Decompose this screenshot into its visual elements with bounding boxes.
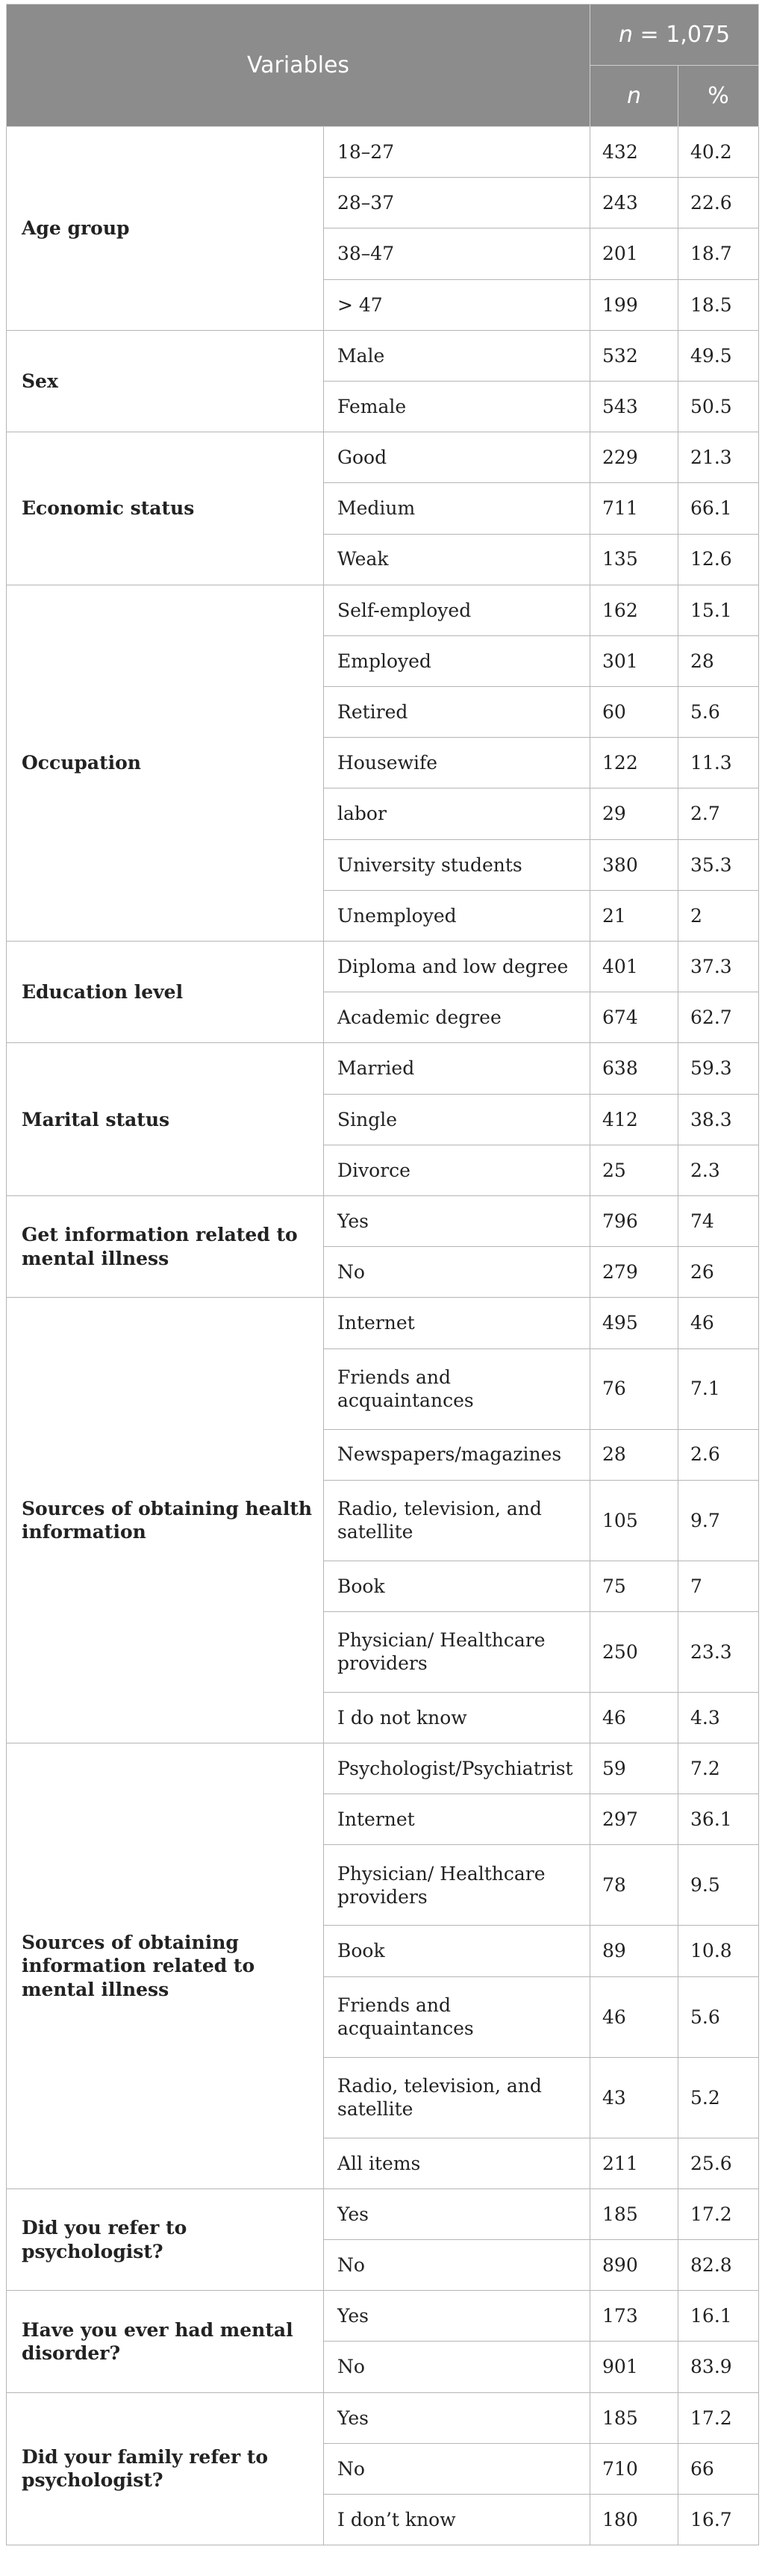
count-cell: 412 bbox=[590, 1094, 678, 1145]
table-row bbox=[7, 127, 759, 178]
percent-cell: 21.3 bbox=[678, 432, 759, 483]
group-label: Did your family refer to psychologist? bbox=[7, 2392, 324, 2545]
option-cell: Married bbox=[324, 1043, 590, 1094]
count-cell: 21 bbox=[590, 890, 678, 941]
header-n: n bbox=[590, 66, 678, 127]
percent-cell: 11.3 bbox=[678, 738, 759, 788]
percent-cell: 12.6 bbox=[678, 534, 759, 585]
percent-cell: 59.3 bbox=[678, 1043, 759, 1094]
group-label: Education level bbox=[7, 942, 324, 1043]
percent-cell: 40.2 bbox=[678, 127, 759, 178]
percent-cell: 7.2 bbox=[678, 1743, 759, 1794]
option-cell: Female bbox=[324, 381, 590, 432]
percent-cell: 83.9 bbox=[678, 2342, 759, 2392]
option-cell: Friends and acquaintances bbox=[324, 1348, 590, 1429]
percent-cell: 15.1 bbox=[678, 585, 759, 635]
count-cell: 297 bbox=[590, 1794, 678, 1845]
count-cell: 29 bbox=[590, 788, 678, 839]
table-row bbox=[7, 942, 759, 992]
option-cell: Book bbox=[324, 1926, 590, 1976]
option-cell: Radio, television, and satellite bbox=[324, 2057, 590, 2138]
percent-cell: 66.1 bbox=[678, 483, 759, 534]
count-cell: 432 bbox=[590, 127, 678, 178]
header-sample-size-value: = 1,075 bbox=[632, 22, 731, 48]
percent-cell: 4.3 bbox=[678, 1692, 759, 1743]
option-cell: Good bbox=[324, 432, 590, 483]
option-cell: Internet bbox=[324, 1298, 590, 1348]
group-label: Sex bbox=[7, 330, 324, 432]
table-body bbox=[7, 127, 759, 2545]
count-cell: 674 bbox=[590, 992, 678, 1043]
table-row bbox=[7, 585, 759, 635]
table-row bbox=[7, 2291, 759, 2342]
count-cell: 78 bbox=[590, 1845, 678, 1926]
count-cell: 711 bbox=[590, 483, 678, 534]
count-cell: 60 bbox=[590, 687, 678, 738]
option-cell: 28–37 bbox=[324, 178, 590, 228]
group-label: Marital status bbox=[7, 1043, 324, 1196]
count-cell: 211 bbox=[590, 2138, 678, 2188]
group-label: Age group bbox=[7, 127, 324, 331]
count-cell: 43 bbox=[590, 2057, 678, 2138]
count-cell: 162 bbox=[590, 585, 678, 635]
group-label: Sources of obtaining information related to mental illness bbox=[7, 1743, 324, 2189]
count-cell: 173 bbox=[590, 2291, 678, 2342]
count-cell: 638 bbox=[590, 1043, 678, 1094]
percent-cell: 2.3 bbox=[678, 1145, 759, 1195]
percent-cell: 35.3 bbox=[678, 839, 759, 890]
table-header bbox=[7, 4, 759, 127]
count-cell: 199 bbox=[590, 279, 678, 330]
percent-cell: 9.5 bbox=[678, 1845, 759, 1926]
percent-cell: 25.6 bbox=[678, 2138, 759, 2188]
percent-cell: 5.2 bbox=[678, 2057, 759, 2138]
percent-cell: 2 bbox=[678, 890, 759, 941]
option-cell: Medium bbox=[324, 483, 590, 534]
option-cell: University students bbox=[324, 839, 590, 890]
percent-cell: 17.2 bbox=[678, 2188, 759, 2239]
option-cell: Physician/ Healthcare providers bbox=[324, 1611, 590, 1692]
count-cell: 243 bbox=[590, 178, 678, 228]
option-cell: Book bbox=[324, 1561, 590, 1611]
percent-cell: 66 bbox=[678, 2443, 759, 2494]
option-cell: Internet bbox=[324, 1794, 590, 1845]
count-cell: 185 bbox=[590, 2188, 678, 2239]
count-cell: 28 bbox=[590, 1429, 678, 1480]
table-row bbox=[7, 1298, 759, 1348]
option-cell: Employed bbox=[324, 635, 590, 686]
count-cell: 180 bbox=[590, 2494, 678, 2545]
option-cell: Male bbox=[324, 330, 590, 381]
percent-cell: 9.7 bbox=[678, 1480, 759, 1561]
percent-cell: 38.3 bbox=[678, 1094, 759, 1145]
option-cell: All items bbox=[324, 2138, 590, 2188]
option-cell: No bbox=[324, 2240, 590, 2291]
count-cell: 543 bbox=[590, 381, 678, 432]
count-cell: 76 bbox=[590, 1348, 678, 1429]
option-cell: Weak bbox=[324, 534, 590, 585]
group-label: Have you ever had mental disorder? bbox=[7, 2291, 324, 2392]
count-cell: 135 bbox=[590, 534, 678, 585]
table-row bbox=[7, 2392, 759, 2443]
option-cell: Yes bbox=[324, 2392, 590, 2443]
option-cell: Retired bbox=[324, 687, 590, 738]
table-row bbox=[7, 1743, 759, 1794]
option-cell: No bbox=[324, 1247, 590, 1298]
percent-cell: 5.6 bbox=[678, 687, 759, 738]
option-cell: Academic degree bbox=[324, 992, 590, 1043]
count-cell: 301 bbox=[590, 635, 678, 686]
option-cell: > 47 bbox=[324, 279, 590, 330]
option-cell: Self-employed bbox=[324, 585, 590, 635]
percent-cell: 16.1 bbox=[678, 2291, 759, 2342]
group-label: Occupation bbox=[7, 585, 324, 941]
count-cell: 185 bbox=[590, 2392, 678, 2443]
option-cell: Radio, television, and satellite bbox=[324, 1480, 590, 1561]
count-cell: 401 bbox=[590, 942, 678, 992]
percent-cell: 62.7 bbox=[678, 992, 759, 1043]
table-row bbox=[7, 1043, 759, 1094]
option-cell: No bbox=[324, 2443, 590, 2494]
percent-cell: 2.6 bbox=[678, 1429, 759, 1480]
count-cell: 89 bbox=[590, 1926, 678, 1976]
percent-cell: 5.6 bbox=[678, 1976, 759, 2057]
percent-cell: 23.3 bbox=[678, 1611, 759, 1692]
group-label: Economic status bbox=[7, 432, 324, 585]
option-cell: Psychologist/Psychiatrist bbox=[324, 1743, 590, 1794]
count-cell: 46 bbox=[590, 1692, 678, 1743]
option-cell: labor bbox=[324, 788, 590, 839]
percent-cell: 50.5 bbox=[678, 381, 759, 432]
count-cell: 25 bbox=[590, 1145, 678, 1195]
option-cell: No bbox=[324, 2342, 590, 2392]
percent-cell: 74 bbox=[678, 1195, 759, 1246]
percent-cell: 7 bbox=[678, 1561, 759, 1611]
option-cell: Physician/ Healthcare providers bbox=[324, 1845, 590, 1926]
count-cell: 796 bbox=[590, 1195, 678, 1246]
count-cell: 532 bbox=[590, 330, 678, 381]
count-cell: 279 bbox=[590, 1247, 678, 1298]
count-cell: 229 bbox=[590, 432, 678, 483]
group-label: Sources of obtaining health information bbox=[7, 1298, 324, 1743]
percent-cell: 22.6 bbox=[678, 178, 759, 228]
count-cell: 380 bbox=[590, 839, 678, 890]
option-cell: 38–47 bbox=[324, 228, 590, 279]
table-row bbox=[7, 330, 759, 381]
table-row bbox=[7, 1195, 759, 1246]
percent-cell: 26 bbox=[678, 1247, 759, 1298]
percent-cell: 46 bbox=[678, 1298, 759, 1348]
group-label: Get information related to mental illness bbox=[7, 1195, 324, 1297]
count-cell: 710 bbox=[590, 2443, 678, 2494]
count-cell: 46 bbox=[590, 1976, 678, 2057]
percent-cell: 7.1 bbox=[678, 1348, 759, 1429]
option-cell: Divorce bbox=[324, 1145, 590, 1195]
percent-cell: 17.2 bbox=[678, 2392, 759, 2443]
option-cell: I do not know bbox=[324, 1692, 590, 1743]
group-label: Did you refer to psychologist? bbox=[7, 2188, 324, 2290]
option-cell: Yes bbox=[324, 2291, 590, 2342]
demographics-table bbox=[6, 4, 759, 2545]
option-cell: I don’t know bbox=[324, 2494, 590, 2545]
count-cell: 105 bbox=[590, 1480, 678, 1561]
percent-cell: 10.8 bbox=[678, 1926, 759, 1976]
header-percent: % bbox=[678, 66, 759, 127]
percent-cell: 28 bbox=[678, 635, 759, 686]
percent-cell: 36.1 bbox=[678, 1794, 759, 1845]
table-row bbox=[7, 432, 759, 483]
count-cell: 495 bbox=[590, 1298, 678, 1348]
count-cell: 201 bbox=[590, 228, 678, 279]
percent-cell: 18.7 bbox=[678, 228, 759, 279]
header-sample-size bbox=[590, 4, 759, 66]
percent-cell: 49.5 bbox=[678, 330, 759, 381]
count-cell: 890 bbox=[590, 2240, 678, 2291]
count-cell: 59 bbox=[590, 1743, 678, 1794]
count-cell: 250 bbox=[590, 1611, 678, 1692]
option-cell: Single bbox=[324, 1094, 590, 1145]
option-cell: Housewife bbox=[324, 738, 590, 788]
percent-cell: 37.3 bbox=[678, 942, 759, 992]
count-cell: 901 bbox=[590, 2342, 678, 2392]
option-cell: 18–27 bbox=[324, 127, 590, 178]
percent-cell: 2.7 bbox=[678, 788, 759, 839]
option-cell: Friends and acquaintances bbox=[324, 1976, 590, 2057]
count-cell: 75 bbox=[590, 1561, 678, 1611]
table-row bbox=[7, 2188, 759, 2239]
header-variables: Variables bbox=[7, 4, 590, 127]
option-cell: Newspapers/magazines bbox=[324, 1429, 590, 1480]
option-cell: Yes bbox=[324, 2188, 590, 2239]
percent-cell: 16.7 bbox=[678, 2494, 759, 2545]
header-sample-size-n: n bbox=[618, 22, 633, 48]
percent-cell: 82.8 bbox=[678, 2240, 759, 2291]
option-cell: Diploma and low degree bbox=[324, 942, 590, 992]
option-cell: Unemployed bbox=[324, 890, 590, 941]
count-cell: 122 bbox=[590, 738, 678, 788]
option-cell: Yes bbox=[324, 1195, 590, 1246]
percent-cell: 18.5 bbox=[678, 279, 759, 330]
